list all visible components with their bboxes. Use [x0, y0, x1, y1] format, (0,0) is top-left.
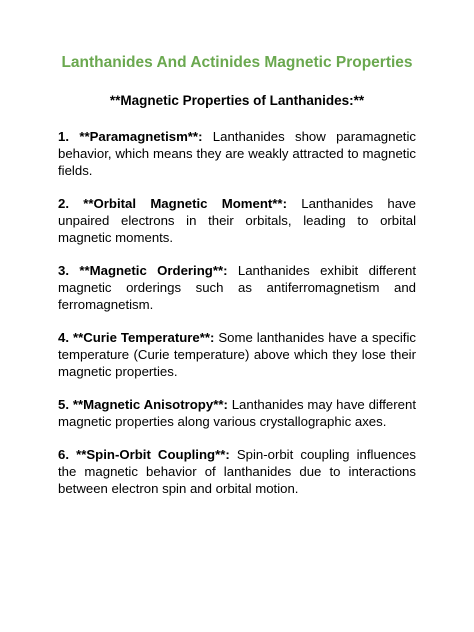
item-lead: 2. **Orbital Magnetic Moment**:	[58, 196, 287, 211]
list-item	[58, 128, 416, 179]
list-item	[58, 446, 416, 497]
item-lead: 5. **Magnetic Anisotropy**:	[58, 397, 228, 412]
document-title: Lanthanides And Actinides Magnetic Properties	[61, 54, 413, 71]
list-item	[58, 195, 416, 246]
item-lead: 3. **Magnetic Ordering**:	[58, 263, 228, 278]
list-item	[58, 262, 416, 313]
item-body: Lanthanides may have different magnetic properties along various crystallographic axes.	[58, 397, 416, 429]
list-item	[58, 329, 416, 380]
property-list	[58, 128, 416, 497]
section-heading: **Magnetic Properties of Lanthanides:**	[109, 93, 365, 108]
list-item	[58, 396, 416, 430]
item-lead: 4. **Curie Temperature**:	[58, 330, 215, 345]
item-lead: 6. **Spin-Orbit Coupling**:	[58, 447, 230, 462]
item-body: Lanthanides have unpaired electrons in their orbitals, leading to orbital magnetic moments.	[58, 196, 416, 245]
item-body: Lanthanides exhibit different magnetic orderings such as antiferromagnetism and ferromagnetism.	[58, 263, 416, 312]
item-body: Spin-orbit coupling influences the magnetic behavior of lanthanides due to interactions between electron spin and orbital motion.	[58, 447, 416, 496]
item-body: Lanthanides show paramagnetic behavior, which means they are weakly attracted to magnetic fields.	[58, 129, 416, 178]
item-body: Some lanthanides have a specific temperature (Curie temperature) above which they lose their magnetic properties.	[58, 330, 416, 379]
item-lead: 1. **Paramagnetism**:	[58, 129, 203, 144]
